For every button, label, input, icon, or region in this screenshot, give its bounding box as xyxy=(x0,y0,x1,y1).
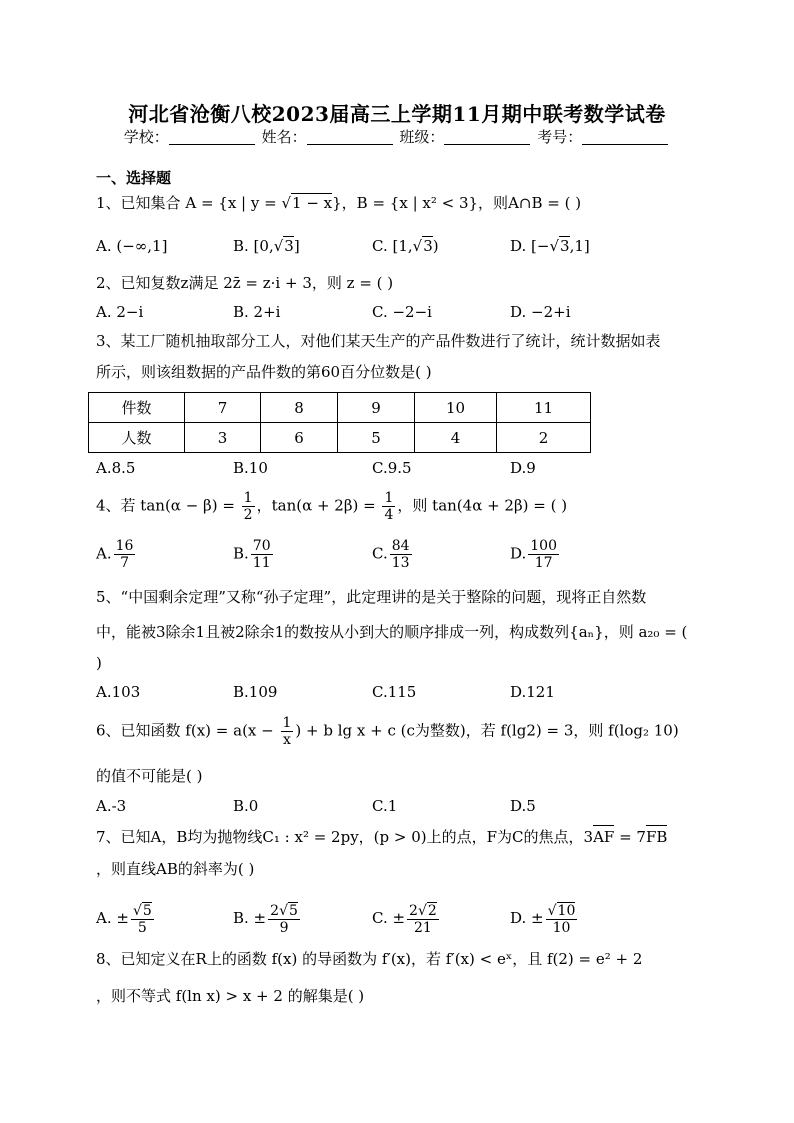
section-heading: 一、选择题 xyxy=(96,169,172,187)
q6-option-c: C.1 xyxy=(372,797,398,815)
q5-option-a: A.103 xyxy=(96,683,141,701)
class-blank[interactable] xyxy=(444,130,530,145)
q1-option-b: B. [0,√3] xyxy=(233,237,300,255)
q7-option-c: C. ± $\frac{2√2}{21}$ xyxy=(372,902,437,936)
q4-option-c: C. $\frac{84}{13}$ xyxy=(372,538,410,571)
question-7-line-2: ，则直线AB的斜率为( ) xyxy=(96,860,255,878)
table-cell: 3 xyxy=(185,423,261,453)
q2-option-a: A. 2−i xyxy=(96,303,144,321)
table-cell: 7 xyxy=(185,393,261,423)
q4-option-d: D. $\frac{100}{17}$ xyxy=(510,538,557,571)
name-label: 姓名： xyxy=(261,128,307,146)
table-cell: 人数 xyxy=(89,423,185,453)
question-8-line-2: ，则不等式 f(ln x) > x + 2 的解集是( ) xyxy=(96,987,365,1005)
exam-title: 河北省沧衡八校2023届高三上学期11月期中联考数学试卷 xyxy=(128,102,666,126)
q7-option-a: A. ± $\frac{√5}{5}$ xyxy=(96,902,152,936)
exam-no-blank[interactable] xyxy=(582,130,668,145)
question-4: 4、若 tan(α − β) = $\frac{1}{2}$ ，tan(α + 2β) = $\frac{1}{4}$ ，则 tan(4α + 2β) = ( ) xyxy=(96,490,568,523)
question-7-line-1: 7、已知A，B均为抛物线C₁ : x² = 2py，(p > 0)上的点，F为C的焦点，3AF = 7FB xyxy=(96,828,668,846)
q3-option-a: A.8.5 xyxy=(96,459,136,477)
table-cell: 4 xyxy=(415,423,497,453)
table-cell: 5 xyxy=(338,423,415,453)
question-3-line-2: 所示，则该组数据的产品件数的第60百分位数是( ) xyxy=(96,363,432,381)
question-5-line-1: 5、“中国剩余定理”又称“孙子定理”，此定理讲的是关于整除的问题，现将正自然数 xyxy=(96,588,647,606)
table-cell: 9 xyxy=(338,393,415,423)
question-5-line-2: 中，能被3除余1且被2除余1的数按从小到大的顺序排成一列，构成数列{aₙ}，则 a₂₀ = ( xyxy=(96,623,688,641)
exam-no-label: 考号： xyxy=(537,128,583,146)
table-cell: 6 xyxy=(261,423,338,453)
question-6-line-1: 6、已知函数 f(x) = a(x − $\frac{1}{x}$ ) + b lg x + c (c为整数)，若 f(lg2) = 3，则 f(log₂ 10) xyxy=(96,715,679,748)
q1-option-d: D. [−√3,1] xyxy=(510,237,590,255)
q5-option-c: C.115 xyxy=(372,683,417,701)
q1-option-c: C. [1,√3) xyxy=(372,237,439,255)
q5-option-b: B.109 xyxy=(233,683,278,701)
table-cell: 8 xyxy=(261,393,338,423)
table-row xyxy=(89,393,591,423)
vector-af: AF xyxy=(593,828,615,846)
vector-fb: FB xyxy=(645,828,668,846)
question-3-line-1: 3、某工厂随机抽取部分工人，对他们某天生产的产品件数进行了统计，统计数据如表 xyxy=(96,332,661,350)
q3-option-d: D.9 xyxy=(510,459,536,477)
q3-option-b: B.10 xyxy=(233,459,268,477)
q7-option-b: B. ± $\frac{2√5}{9}$ xyxy=(233,902,298,936)
table-cell: 件数 xyxy=(89,393,185,423)
data-table xyxy=(88,392,591,453)
school-label: 学校： xyxy=(123,128,169,146)
q5-option-d: D.121 xyxy=(510,683,555,701)
question-5-line-3: ) xyxy=(96,654,102,672)
question-2: 2、已知复数z满足 2z̄ = z·i + 3，则 z = ( ) xyxy=(96,274,394,292)
student-info-line xyxy=(0,126,794,147)
q7-option-d: D. ± $\frac{√10}{10}$ xyxy=(510,902,576,936)
q6-option-d: D.5 xyxy=(510,797,536,815)
school-blank[interactable] xyxy=(169,130,255,145)
q6-option-a: A.-3 xyxy=(96,797,127,815)
q3-option-c: C.9.5 xyxy=(372,459,412,477)
q2-option-d: D. −2+i xyxy=(510,303,571,321)
table-row xyxy=(89,423,591,453)
table-cell: 11 xyxy=(497,393,591,423)
question-1: 1、已知集合 A = {x | y = √1 − x}，B = {x | x² < 3}，则A∩B = ( ) xyxy=(96,194,582,212)
q2-option-c: C. −2−i xyxy=(372,303,432,321)
q2-option-b: B. 2+i xyxy=(233,303,281,321)
table-cell: 10 xyxy=(415,393,497,423)
question-6-line-2: 的值不可能是( ) xyxy=(96,767,203,785)
q1-option-a: A. (−∞,1] xyxy=(96,237,168,255)
class-label: 班级： xyxy=(399,128,445,146)
q6-option-b: B.0 xyxy=(233,797,259,815)
q4-option-b: B. $\frac{70}{11}$ xyxy=(233,538,271,571)
table-cell: 2 xyxy=(497,423,591,453)
question-8-line-1: 8、已知定义在R上的函数 f(x) 的导函数为 f′(x)，若 f′(x) < eˣ，且 f(2) = e² + 2 xyxy=(96,950,643,968)
name-blank[interactable] xyxy=(307,130,393,145)
q4-option-a: A. $\frac{16}{7}$ xyxy=(96,538,134,571)
